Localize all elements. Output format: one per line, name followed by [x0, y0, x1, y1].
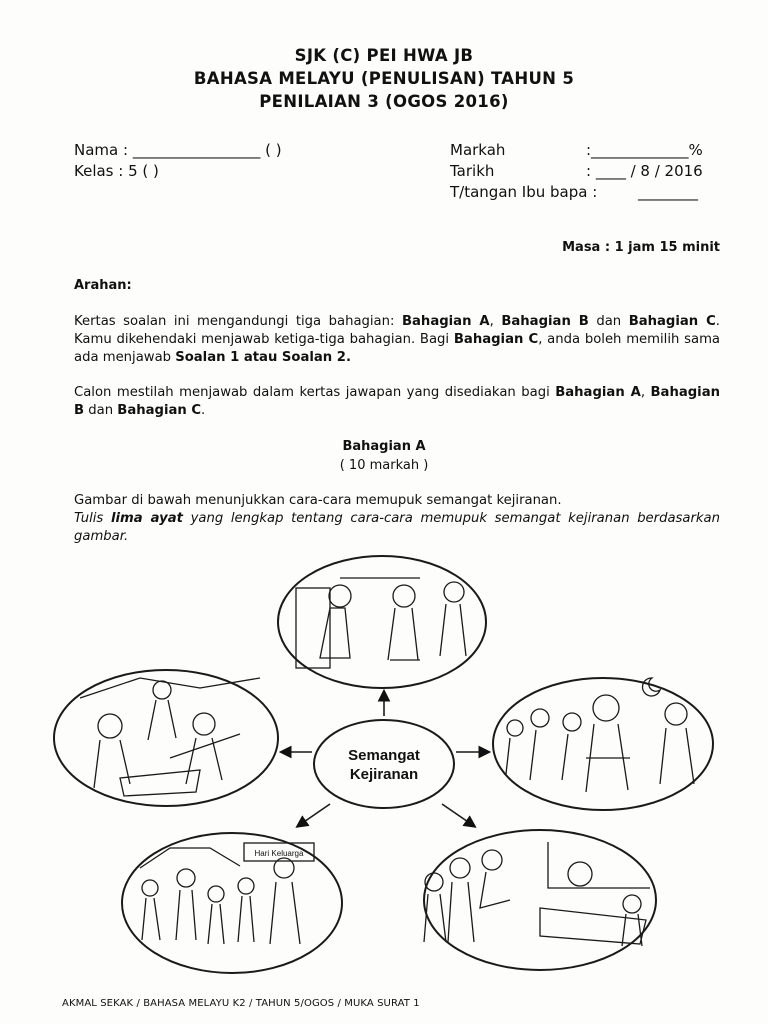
text: Kertas soalan ini mengandungi tiga bahagian: — [74, 314, 402, 329]
oval-gardening-scene — [54, 670, 278, 806]
subject-title: BAHASA MELAYU (PENULISAN) TAHUN 5 — [193, 69, 575, 88]
arrow-down-left-icon — [298, 804, 330, 826]
instructions-paragraph-2 — [74, 384, 720, 420]
text: . — [201, 403, 206, 418]
visiting-sick-figures-icon — [424, 842, 650, 946]
assessment-title: PENILAIAN 3 (OGOS 2016) — [259, 92, 509, 111]
night-walk-figures-icon — [506, 678, 694, 792]
arrow-down-right-icon — [442, 804, 474, 826]
tandatangan-field[interactable]: ________ — [638, 183, 698, 201]
bold-text: Bahagian C — [117, 403, 202, 418]
bold-text: Bahagian A — [555, 385, 641, 400]
document-header — [0, 44, 768, 113]
bold-text: lima ayat — [110, 511, 183, 526]
center-topic-oval — [314, 720, 454, 808]
center-topic-line-1: Semangat — [348, 747, 420, 764]
center-topic-line-2: Kejiranan — [349, 766, 419, 783]
bold-text: Bahagian A — [401, 314, 490, 329]
bold-text: Bahagian C — [453, 332, 539, 347]
nama-label: Nama : — [74, 141, 129, 159]
greeting-figures-icon — [296, 578, 466, 668]
section-a-marks: ( 10 markah ) — [339, 458, 429, 473]
oval-night-walk-scene — [493, 678, 713, 810]
section-a-task — [74, 510, 720, 546]
bold-text: Bahagian B — [74, 385, 720, 418]
student-info-right — [450, 140, 703, 203]
kelas-field[interactable]: Kelas : 5 ( ) — [74, 162, 159, 180]
text: Tulis — [74, 511, 111, 526]
bold-text: Bahagian B — [501, 314, 589, 329]
family-day-banner: Hari Keluarga — [254, 849, 304, 858]
neighbourliness-diagram — [0, 548, 768, 988]
text: yang lengkap tentang cara-cara memupuk semangat kejiranan berdasarkan gambar. — [74, 511, 720, 544]
tarikh-field[interactable]: : ____ / 8 / 2016 — [586, 162, 703, 180]
section-a-intro: Gambar di bawah menunjukkan cara-cara memupuk semangat kejiranan. — [74, 493, 562, 508]
text: Calon mestilah menjawab dalam kertas jawapan yang disediakan bagi — [74, 385, 556, 400]
instructions-paragraph-1 — [74, 313, 720, 367]
bold-text: Soalan 1 atau Soalan 2. — [175, 350, 351, 365]
text: dan — [84, 403, 118, 418]
oval-visiting-sick-scene — [424, 830, 656, 970]
bold-text: Bahagian C — [628, 314, 716, 329]
section-a-title: Bahagian A — [342, 439, 426, 454]
markah-label: Markah — [450, 141, 506, 159]
student-info-left — [74, 140, 282, 182]
instructions-title: Arahan: — [74, 278, 132, 293]
school-name: SJK (C) PEI HWA JB — [294, 46, 474, 65]
family-day-figures-icon — [140, 843, 314, 944]
nama-field[interactable]: _________________ ( ) — [132, 141, 282, 159]
text: , anda boleh memilih sama ada menjawab — [74, 332, 720, 365]
page-footer: AKMAL SEKAK / BAHASA MELAYU K2 / TAHUN 5/OGOS / MUKA SURAT 1 — [62, 998, 420, 1009]
text: . Kamu dikehendaki menjawab ketiga-tiga bahagian. Bagi — [74, 314, 720, 347]
gardening-figures-icon — [80, 678, 260, 796]
tarikh-label: Tarikh — [450, 162, 495, 180]
text: , — [640, 385, 651, 400]
tandatangan-label: T/tangan Ibu bapa : — [450, 183, 598, 201]
markah-field[interactable]: :_____________% — [586, 141, 703, 159]
duration: Masa : 1 jam 15 minit — [562, 240, 720, 255]
text: dan — [588, 314, 629, 329]
text: , — [489, 314, 502, 329]
